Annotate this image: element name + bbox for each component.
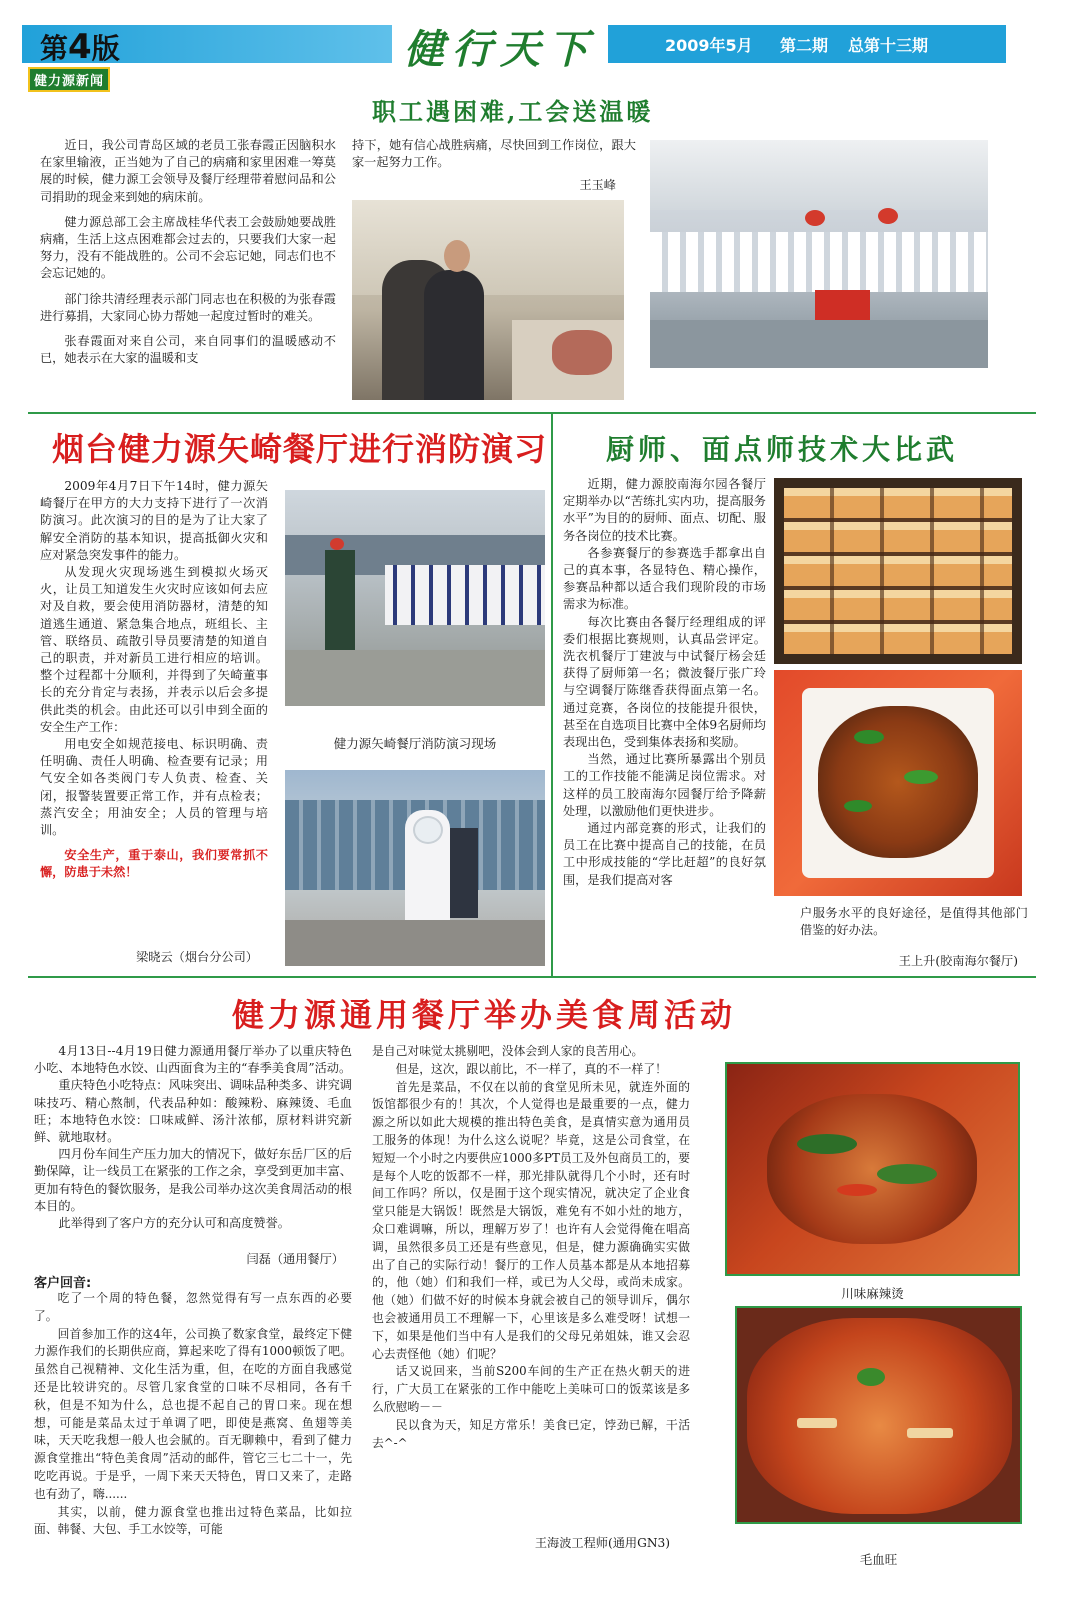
hospital-visit-photo	[352, 200, 624, 400]
article3-paragraph: 当然，通过比赛所暴露出个别员工的工作技能不能满足岗位需求。对这样的员工胶南海尔园餐厅给予降薪处理，以激励他们更快进步。	[563, 752, 766, 818]
column-tag: 健力源新闻	[28, 67, 110, 92]
hotpot-caption: 川味麻辣烫	[841, 1286, 904, 1301]
reply-paragraph: 民以食为天，知足方常乐！美食已定，饽劲已解，干活去^-^	[372, 1417, 690, 1450]
article2-title: 烟台健力源矢崎餐厅进行消防演习	[52, 430, 548, 468]
article4-author: 闫磊（通用餐厅）	[246, 1252, 344, 1266]
column-divider	[551, 414, 553, 976]
article4-paragraph: 此举得到了客户方的充分认可和高度赞誉。	[58, 1216, 290, 1231]
reply-author: 王海波工程师(通用GN3)	[534, 1536, 670, 1550]
reply-paragraph: 首先是菜品，不仅在以前的食堂见所未见，就连外面的饭馆都很少有的！其次，个人觉得也是最重要的一点，健力源之所以如此大规模的推出特色美食，是真情实意为通用员工服务的体现！为什么这么说呢？毕竟，这是公司食堂，在短短一个小时之内要供应1000多PT员工及外包商员工的，要是每个人吃的饭都不一样，那光排队就得几个小时，还有时间工作吗？所以，仅是囿于这个现实情况，就决定了企业食堂只能是大锅饭！既然是大锅饭，难免有不如小灶的地方，众口难调嘛，所以，理解万岁了！也许有人会觉得俺在唱高调，虽然很多员工还是有些意见，但是，健力源确确实实做出了自己的实际行动！餐厅的工作人员基本都是从本地招募的，他（她）们和我们一样，或已为人父母，或尚未成家。他（她）们做不好的时候本身就会被自己的领导训斥，偶尔也会被通用员工不理解一下，心里该是多么难受呀！试想一下，如果是他们当中有人是我们的父母兄弟姐妹，谁又会忍心去责怪他（她）们呢？	[372, 1079, 690, 1361]
article4-paragraph: 四月份车间生产压力加大的情况下，做好东岳厂区的后勤保障，让一线员工在紧张的工作之余，享受到更加丰富、更加有特色的餐饮服务，是我公司举办这次美食周活动的根本目的。	[34, 1147, 352, 1213]
section-divider	[28, 412, 1036, 414]
article1-paragraph: 部门徐共清经理表示部门同志也在积极的为张春霞进行募捐，大家同心协力帮她一起度过暂时的难关。	[40, 291, 336, 323]
total-issue-number: 总第十三期	[848, 36, 929, 55]
article3-title: 厨师、面点师技术大比武	[606, 433, 959, 466]
issue-date: 2009年5月	[665, 36, 753, 55]
spicy-hotpot-photo	[725, 1062, 1020, 1276]
article2-body	[40, 478, 268, 890]
fire-drill-lineup-photo	[285, 490, 545, 706]
article4-body-left	[34, 1043, 352, 1232]
article4-paragraph: 重庆特色小吃特点：风味突出、调味品种类多、讲究调味技巧、精心熬制，代表品种如：酸辣粉、麻辣烫、毛血旺；本地特色水饺：口味咸鲜、汤汁浓郁，原材料讲究新鲜、就地取材。	[34, 1078, 352, 1145]
article2-author: 梁晓云（烟台分公司）	[136, 950, 258, 964]
issue-number: 第二期	[780, 36, 829, 55]
section-divider	[28, 976, 1036, 978]
article1-title: 职工遇困难,工会送温暖	[372, 97, 654, 126]
canteen-donation-photo	[650, 140, 988, 368]
article4-paragraph: 4月13日--4月19日健力源通用餐厅举办了以重庆特色小吃、本地特色水饺、山西面食为主的“春季美食周”活动。	[34, 1044, 352, 1076]
fire-extinguisher-demo-photo	[285, 770, 545, 966]
maoxuewang-caption: 毛血旺	[859, 1552, 898, 1567]
pastry-buns-photo	[774, 478, 1022, 664]
article2-paragraph: 2009年4月7日下午14时，健力源矢崎餐厅在甲方的大力支持下进行了一次消防演习。此次演习的目的是为了让大家了解安全消防的基本知识，提高抵御火灾和应对紧急突发事件的能力。	[40, 479, 268, 562]
reply-paragraph: 但是，这次，跟以前比，不一样了，真的不一样了！	[395, 1061, 667, 1076]
article3-paragraph: 每次比赛由各餐厅经理组成的评委们根据比赛规则，认真品尝评定。洗衣机餐厅丁建波与中试餐厅杨会廷获得了厨师第一名；微波餐厅张广玲与空调餐厅陈继香获得面点第一名。通过竞赛，各岗位的技能提升很快，甚至在自选项目比赛中全体9名厨师均表现出色，受到集体表扬和奖励。	[563, 614, 766, 750]
article3-body-cont: 户服务水平的良好途径，是值得其他部门借鉴的好办法。	[800, 906, 1028, 938]
reply-paragraph: 吃了一个周的特色餐，忽然觉得有写一点东西的必要了。	[34, 1291, 352, 1323]
stir-fry-dish-photo	[774, 670, 1022, 896]
article3-paragraph: 各参赛餐厅的参赛选手都拿出自己的真本事，各显特色、精心操作，参赛品种都以适合我们现阶段的市场需求为标准。	[563, 545, 766, 612]
article2-slogan: 安全生产，重于泰山，我们要常抓不懈，防患于未然！	[40, 848, 268, 880]
article1-body-cont: 持下，她有信心战胜病痛，尽快回到工作岗位，跟大家一起努力工作。	[352, 138, 636, 170]
edition-number: 4	[68, 27, 92, 67]
article1-paragraph: 健力源总部工会主席战桂华代表工会鼓励她要战胜病痛，生活上这点困难都会过去的，只要我们大家一起努力，没有不能战胜的。公司不会忘记她，同志们也不会忘记她的。	[40, 214, 336, 281]
article4-title: 健力源通用餐厅举办美食周活动	[232, 996, 737, 1034]
reply-body-right	[372, 1043, 690, 1452]
reply-heading: 客户回音:	[34, 1276, 92, 1291]
article3-paragraph: 近期，健力源胶南海尔园各餐厅定期举办以“苦练扎实内功，提高服务水平”为目的的厨师、面点、切配、服务各岗位的技术比赛。	[563, 477, 766, 543]
article1-paragraph: 近日，我公司青岛区域的老员工张春霞正因脑积水在家里输液，正当她为了自己的病痛和家里困难一筹莫展的时候，健力源工会领导及餐厅经理带着慰问品和公司捐助的现金来到她的病床前。	[40, 138, 336, 204]
reply-body-left	[34, 1290, 352, 1539]
article3-body	[563, 476, 766, 889]
article2-paragraph: 用电安全如规范接电、标识明确、责任明确、责任人明确、检查要有记录；用气安全如各类阀门专人负责、检查、关闭，报警装置要正常工作，并有点检表；蒸汽安全；用油安全；人员的管理与培训。	[40, 737, 268, 838]
article3-paragraph: 通过内部竞赛的形式，让我们的员工在比赛中提高自己的技能，在员工中形成技能的“学比赶超”的良好氛围，是我们提高对客	[563, 821, 766, 887]
edition-number-box: 第4版	[40, 27, 120, 67]
article2-paragraph: 从发现火灾现场逃生到模拟火场灭火，让员工知道发生火灾时应该如何去应对及自救，要会使用消防器材，清楚的知道逃生通道、紧急集合地点，班组长、主管、联络员、疏散引导员要清楚的知道自己的职责，并对新员工进行相应的培训。整个过程都十分顺利，并得到了矢崎董事长的充分肯定与表扬，并表示以后会多提供此类的机会。由此还可以引申到全面的安全生产工作：	[40, 565, 268, 734]
article1-author: 王玉峰	[579, 178, 616, 192]
reply-paragraph: 是自己对味觉太挑剔吧，没体会到人家的良苦用心。	[372, 1044, 644, 1058]
article1-body-left	[40, 137, 336, 367]
article3-author: 王上升(胶南海尔餐厅)	[898, 954, 1018, 968]
paper-name: 健行天下	[404, 26, 596, 73]
article1-paragraph: 张春霞面对来自公司，来自同事们的温暖感动不已，她表示在大家的温暖和支	[40, 334, 336, 366]
reply-paragraph: 话又说回来，当前S200车间的生产正在热火朝天的进行，广大员工在紧张的工作中能吃上美味可口的饭菜该是多么欣慰哟－－	[372, 1364, 690, 1414]
reply-paragraph: 其实，以前，健力源食堂也推出过特色菜品，比如拉面、韩餐、大包、手工水饺等，可能	[34, 1504, 352, 1537]
reply-paragraph: 回首参加工作的这4年，公司换了数家食堂，最终定下健力源作我们的长期供应商，算起来吃了得有1000顿饭了吧。虽然自己视精神、文化生活为重，但，在吃的方面自我感觉还是比较讲究的。尽管几家食堂的口味不尽相同，各有千秋，但是不知为什么，总也提不起自己的胃口来。现在想想，可能是菜品太过于单调了吧，即使是燕窝、鱼翅等美味，天天吃我想一般人也会腻的。百无聊赖中，看到了健力源食堂推出“特色美食周”活动的邮件，管它三七二十一，先吃吃再说。于是乎，一周下来天天特色，胃口又来了，走路也有劲了，嗨......	[34, 1326, 352, 1501]
fire-drill-photo-caption: 健力源矢崎餐厅消防演习现场	[333, 736, 497, 751]
maoxuewang-photo	[735, 1306, 1022, 1524]
